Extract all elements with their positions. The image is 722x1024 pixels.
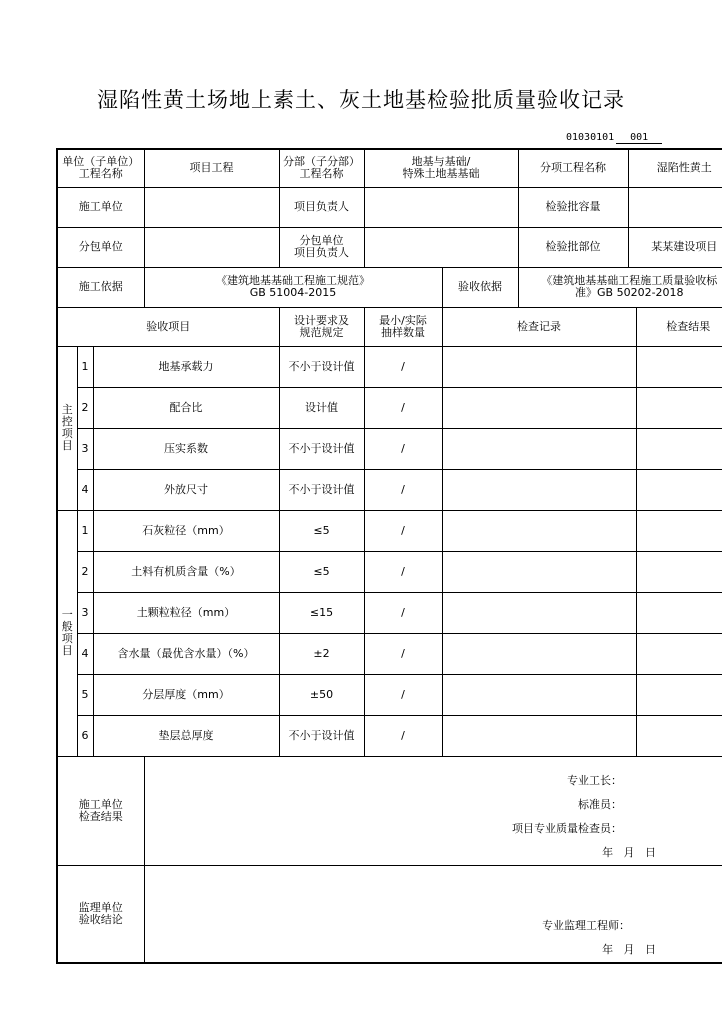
sub-manager-value — [364, 227, 518, 267]
col-item: 验收项目 — [57, 307, 279, 346]
item-requirement: 设计值 — [279, 387, 364, 428]
item-record — [442, 346, 636, 387]
col-sampling: 最小/实际 抽样数量 — [364, 307, 442, 346]
header-row-4 — [57, 267, 722, 307]
supervision-check-row — [57, 865, 722, 963]
col-record: 检查记录 — [442, 307, 636, 346]
code-number: 01030101 — [566, 132, 615, 143]
item-sampling: / — [364, 469, 442, 510]
standard-label: 标准员： — [578, 797, 623, 811]
item-requirement: 不小于设计值 — [279, 428, 364, 469]
item-result — [636, 469, 722, 510]
construction-check-area — [144, 756, 722, 865]
item-requirement: ±50 — [279, 674, 364, 715]
main-items-body — [57, 346, 722, 510]
unit-label: 单位（子单位） 工程名称 — [57, 149, 144, 187]
construction-unit-label: 施工单位 — [57, 187, 144, 227]
general-items-body — [57, 510, 722, 756]
acceptance-table — [56, 148, 722, 964]
supervision-check-area — [144, 865, 722, 963]
item-record — [442, 674, 636, 715]
construction-unit-value — [144, 187, 279, 227]
sub-manager-label: 分包单位 项目负责人 — [279, 227, 364, 267]
item-result — [636, 633, 722, 674]
item-name: 分层厚度（mm） — [93, 674, 279, 715]
col-result: 检查结果 — [636, 307, 722, 346]
item-result — [636, 551, 722, 592]
item-number: 2 — [77, 387, 93, 428]
item-name: 外放尺寸 — [93, 469, 279, 510]
item-row — [57, 428, 722, 469]
construction-check-label: 施工单位 检查结果 — [57, 756, 144, 865]
item-name: 地基承载力 — [93, 346, 279, 387]
item-number: 3 — [77, 428, 93, 469]
item-row — [57, 715, 722, 756]
subcontractor-label: 分包单位 — [57, 227, 144, 267]
batch-location-label: 检验批部位 — [518, 227, 628, 267]
construction-date: 年 月 日 — [602, 845, 657, 859]
item-row — [57, 387, 722, 428]
item-row — [57, 469, 722, 510]
item-result — [636, 592, 722, 633]
item-sampling: / — [364, 592, 442, 633]
item-record — [442, 510, 636, 551]
basis-value: 《建筑地基基础工程施工规范》 GB 51004-2015 — [144, 267, 442, 307]
item-number: 3 — [77, 592, 93, 633]
item-result — [636, 346, 722, 387]
record-code — [566, 132, 662, 144]
item-record — [442, 592, 636, 633]
item-record — [442, 428, 636, 469]
item-requirement: ≤15 — [279, 592, 364, 633]
item-requirement: 不小于设计值 — [279, 469, 364, 510]
batch-capacity-label: 检验批容量 — [518, 187, 628, 227]
main-group-label: 主控项目 — [57, 346, 77, 510]
item-number: 5 — [77, 674, 93, 715]
item-record — [442, 387, 636, 428]
item-record — [442, 469, 636, 510]
supervision-engineer-label: 专业监理工程师： — [542, 918, 631, 932]
item-row — [57, 592, 722, 633]
item-name: 含水量（最优含水量）（%） — [93, 633, 279, 674]
division-value: 地基与基础/ 特殊土地基基础 — [364, 149, 518, 187]
item-sampling: / — [364, 551, 442, 592]
construction-check-row — [57, 756, 722, 865]
item-sampling: / — [364, 715, 442, 756]
item-record — [442, 715, 636, 756]
item-requirement: ≤5 — [279, 510, 364, 551]
item-row — [57, 510, 722, 551]
general-group-label: 一般项目 — [57, 510, 77, 756]
item-number: 2 — [77, 551, 93, 592]
item-result — [636, 510, 722, 551]
item-row — [57, 346, 722, 387]
item-sampling: / — [364, 510, 442, 551]
batch-capacity-value — [628, 187, 722, 227]
item-sampling: / — [364, 674, 442, 715]
col-requirement: 设计要求及 规范规定 — [279, 307, 364, 346]
unit-value: 项目工程 — [144, 149, 279, 187]
serial-number: 001 — [616, 132, 662, 144]
item-row — [57, 551, 722, 592]
inspector-label: 项目专业质量检查员： — [512, 821, 623, 835]
item-sampling: / — [364, 633, 442, 674]
subitem-value: 湿陷性黄土 — [628, 149, 722, 187]
item-record — [442, 551, 636, 592]
item-record — [442, 633, 636, 674]
supervision-check-label: 监理单位 验收结论 — [57, 865, 144, 963]
page-title: 湿陷性黄土场地上素土、灰土地基检验批质量验收记录 — [97, 88, 625, 112]
item-name: 垫层总厚度 — [93, 715, 279, 756]
header-row-2 — [57, 187, 722, 227]
project-manager-value — [364, 187, 518, 227]
item-requirement: 不小于设计值 — [279, 715, 364, 756]
item-row — [57, 633, 722, 674]
batch-location-value: 某某建设项目 — [628, 227, 722, 267]
item-result — [636, 674, 722, 715]
column-header-row — [57, 307, 722, 346]
item-number: 4 — [77, 633, 93, 674]
item-sampling: / — [364, 346, 442, 387]
header-row-3 — [57, 227, 722, 267]
item-result — [636, 715, 722, 756]
item-name: 压实系数 — [93, 428, 279, 469]
item-requirement: 不小于设计值 — [279, 346, 364, 387]
acceptance-basis-value: 《建筑地基基础工程施工质量验收标 准》GB 50202-2018 — [518, 267, 722, 307]
basis-label: 施工依据 — [57, 267, 144, 307]
subitem-label: 分项工程名称 — [518, 149, 628, 187]
foreman-label: 专业工长： — [567, 773, 623, 787]
item-requirement: ≤5 — [279, 551, 364, 592]
header-row-1 — [57, 149, 722, 187]
subcontractor-value — [144, 227, 279, 267]
item-row — [57, 674, 722, 715]
item-name: 土颗粒粒径（mm） — [93, 592, 279, 633]
supervision-date: 年 月 日 — [602, 942, 657, 956]
division-label: 分部（子分部） 工程名称 — [279, 149, 364, 187]
item-name: 配合比 — [93, 387, 279, 428]
item-number: 4 — [77, 469, 93, 510]
item-sampling: / — [364, 387, 442, 428]
item-name: 石灰粒径（mm） — [93, 510, 279, 551]
item-number: 1 — [77, 510, 93, 551]
item-result — [636, 387, 722, 428]
item-number: 6 — [77, 715, 93, 756]
item-requirement: ±2 — [279, 633, 364, 674]
item-number: 1 — [77, 346, 93, 387]
item-name: 土料有机质含量（%） — [93, 551, 279, 592]
project-manager-label: 项目负责人 — [279, 187, 364, 227]
item-result — [636, 428, 722, 469]
acceptance-basis-label: 验收依据 — [442, 267, 518, 307]
item-sampling: / — [364, 428, 442, 469]
